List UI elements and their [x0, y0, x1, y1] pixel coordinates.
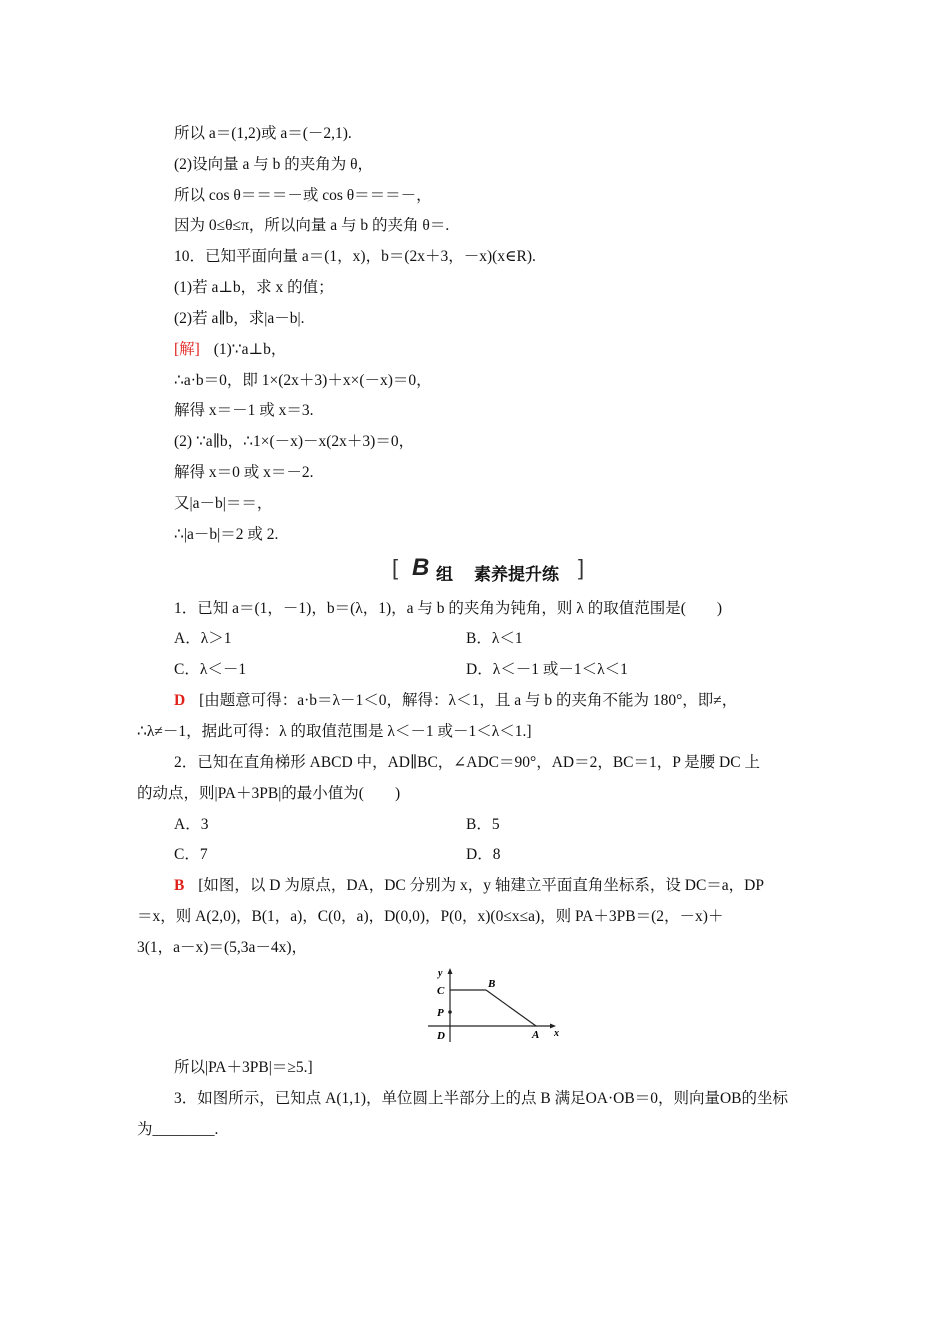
q2-option-c: C．7: [174, 846, 208, 863]
solution-line-4: (2) ∵a∥b，∴1×(－x)－x(2x＋3)＝0，: [174, 433, 415, 450]
label-a: A: [532, 1029, 540, 1041]
question-1-explanation-1: [174, 691, 737, 711]
label-c: C: [437, 985, 445, 997]
question-2-stem-1: 2．已知在直角梯形 ABCD 中，AD∥BC，∠ADC＝90°，AD＝2，BC＝1，P 是腰 DC 上: [174, 754, 760, 771]
label-d: D: [437, 1030, 445, 1042]
text-line-4: 因为 0≤θ≤π，所以向量 a 与 b 的夹角 θ＝.: [174, 217, 450, 234]
question-2-explanation-4: 所以|PA＋3PB|＝≥5.]: [174, 1059, 313, 1076]
question-1-answer: D: [174, 692, 186, 709]
question-10-part-1: (1)若 a⊥b，求 x 的值；: [174, 279, 334, 296]
edge-ba: [486, 990, 536, 1026]
section-title: 素养提升练: [474, 565, 559, 584]
text-line-1: 所以 a＝(1,2)或 a＝(－2,1).: [174, 125, 352, 142]
solution-tag: [解]: [174, 341, 200, 358]
trapezoid-coordinate-figure: [424, 966, 564, 1046]
solution-line-2: ∴a·b＝0，即 1×(2x＋3)＋x×(－x)＝0，: [174, 372, 432, 389]
q2-option-b: B．5: [466, 816, 500, 833]
question-2-stem-2: 的动点，则|PA＋3PB|的最小值为( ): [137, 785, 401, 802]
q2-option-a: A．3: [174, 816, 209, 833]
question-1-stem: 1．已知 a＝(1，－1)，b＝(λ，1)，a 与 b 的夹角为钝角，则 λ 的取值范围是( ): [174, 600, 723, 617]
question-1-explanation-2: ∴λ≠－1，据此可得：λ 的取值范围是 λ＜－1 或－1＜λ＜1.]: [137, 723, 532, 740]
solution-text: (1)∵a⊥b，: [213, 341, 287, 358]
section-open-bracket: [: [392, 555, 399, 580]
text-line-2: (2)设向量 a 与 b 的夹角为 θ，: [174, 156, 374, 173]
section-close-bracket: ]: [578, 555, 585, 580]
question-3-stem-2: 为________.: [137, 1121, 219, 1138]
question-10-stem: 10．已知平面向量 a＝(1，x)，b＝(2x＋3，－x)(x∈R).: [174, 248, 536, 265]
explanation-text: [如图，以 D 为原点，DA，DC 分别为 x，y 轴建立平面直角坐标系，设 DC＝a，DP: [198, 877, 764, 894]
solution-line-7: ∴|a－b|＝2 或 2.: [174, 526, 279, 543]
question-2-explanation-1: [174, 876, 764, 896]
section-header: [392, 554, 592, 585]
solution-line-6: 又|a－b|＝＝，: [174, 495, 273, 512]
text-line-3: 所以 cos θ＝＝＝－或 cos θ＝＝＝－，: [174, 187, 432, 204]
question-2-explanation-3: 3(1，a－x)＝(5,3a－4x)，: [137, 939, 308, 956]
question-2-explanation-2: ＝x，则 A(2,0)，B(1，a)，C(0，a)，D(0,0)，P(0，x)(0≤x≤a)，则 PA＋3PB＝(2，－x)＋: [137, 908, 724, 925]
label-b: B: [488, 978, 496, 990]
question-10-part-2: (2)若 a∥b，求|a－b|.: [174, 310, 305, 327]
solution-line-5: 解得 x＝0 或 x＝－2.: [174, 464, 314, 481]
y-axis-arrow: [448, 968, 453, 974]
option-b: B．λ＜1: [466, 630, 523, 647]
option-a: A．λ＞1: [174, 630, 232, 647]
option-c: C．λ＜－1: [174, 661, 247, 678]
question-3-stem-1: 3．如图所示，已知点 A(1,1)，单位圆上半部分上的点 B 满足OA·OB＝0，则向量OB的坐标: [174, 1090, 788, 1107]
solution-line-3: 解得 x＝－1 或 x＝3.: [174, 402, 314, 419]
solution-line-1: [174, 340, 286, 360]
section-group: 组: [436, 565, 453, 584]
section-letter: B: [412, 554, 430, 581]
question-1-options-row-1: [174, 629, 231, 649]
label-p: P: [437, 1007, 444, 1019]
q2-option-d: D．8: [466, 846, 501, 863]
point-p: [448, 1010, 452, 1014]
question-2-answer: B: [174, 877, 185, 894]
x-axis-label: x: [554, 1028, 559, 1039]
y-axis-label: y: [438, 968, 443, 979]
option-d: D．λ＜－1 或－1＜λ＜1: [466, 661, 628, 678]
explanation-text: [由题意可得：a·b＝λ－1＜0，解得：λ＜1，且 a 与 b 的夹角不能为 180°，即≠，: [199, 692, 738, 709]
